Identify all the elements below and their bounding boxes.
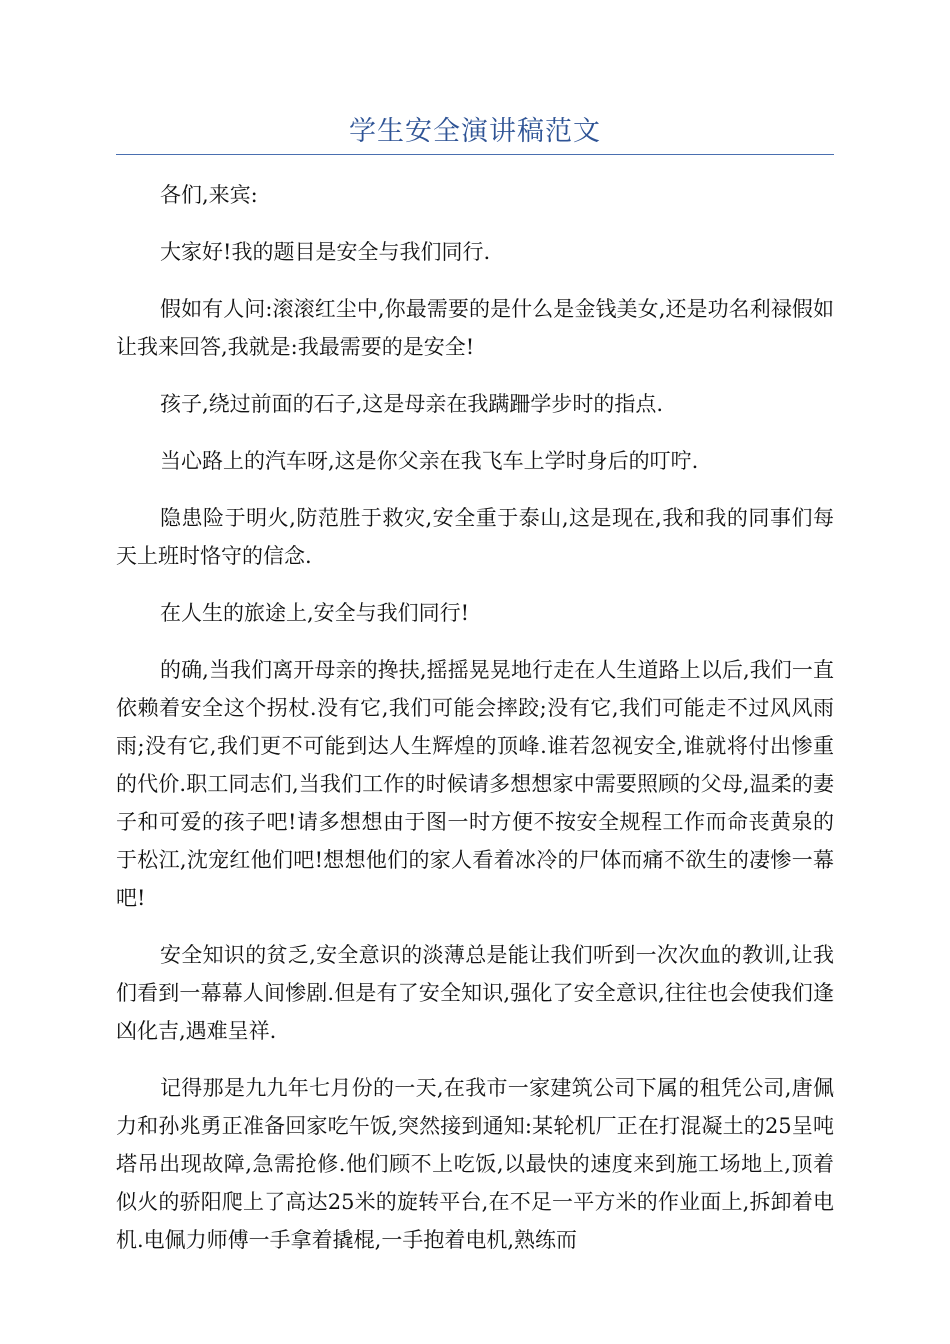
paragraph: 隐患险于明火,防范胜于救灾,安全重于泰山,这是现在,我和我的同事们每天上班时恪守的信念. xyxy=(116,506,834,568)
document-body xyxy=(116,176,834,1278)
paragraph: 的确,当我们离开母亲的搀扶,摇摇晃晃地行走在人生道路上以后,我们一直依赖着安全这个拐杖.没有它,我们可能会摔跤;没有它,我们可能走不过风风雨雨;没有它,我们更不可能到达人生辉煌的顶峰.谁若忽视安全,谁就将付出惨重的代价.职工同志们,当我们工作的时候请多想想家中需要照顾的父母,温柔的妻子和可爱的孩子吧!请多想想由于图一时方便不按安全规程工作而命丧黄泉的于松江,沈宠红他们吧!想想他们的家人看着冰冷的尸体而痛不欲生的凄惨一幕吧! xyxy=(116,658,834,910)
title-underline xyxy=(116,154,834,155)
document-title: 学生安全演讲稿范文 xyxy=(349,116,601,147)
paragraph: 在人生的旅途上,安全与我们同行! xyxy=(160,601,470,625)
paragraph: 记得那是九九年七月份的一天,在我市一家建筑公司下属的租凭公司,唐佩力和孙兆勇正准备回家吃午饭,突然接到通知:某轮机厂正在打混凝土的25呈吨塔吊出现故障,急需抢修.他们顾不上吃饭,以最快的速度来到施工场地上,顶着似火的骄阳爬上了高达25米的旋转平台,在不足一平方米的作业面上,拆卸着电机.电佩力师傅一手拿着撬棍,一手抱着电机,熟练而 xyxy=(116,1076,834,1252)
paragraph: 安全知识的贫乏,安全意识的淡薄总是能让我们听到一次次血的教训,让我们看到一幕幕人间惨剧.但是有了安全知识,强化了安全意识,往往也会使我们逢凶化吉,遇难呈祥. xyxy=(116,943,834,1043)
paragraph-salutation: 各们,来宾: xyxy=(160,183,258,207)
paragraph-greeting: 大家好!我的题目是安全与我们同行. xyxy=(160,240,491,264)
paragraph: 当心路上的汽车呀,这是你父亲在我飞车上学时身后的叮咛. xyxy=(160,449,699,473)
paragraph: 假如有人问:滚滚红尘中,你最需要的是什么是金钱美女,还是功名利禄假如让我来回答,我就是:我最需要的是安全! xyxy=(116,297,834,359)
paragraph: 孩子,绕过前面的石子,这是母亲在我蹒跚学步时的指点. xyxy=(160,392,664,416)
